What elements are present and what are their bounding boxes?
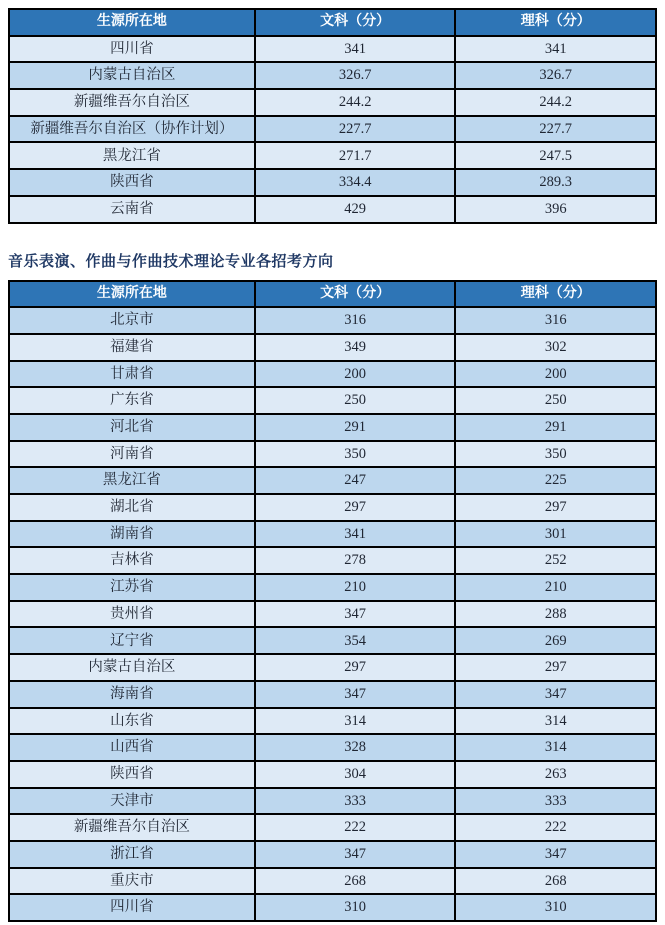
cell-science-score: 316 bbox=[455, 307, 656, 334]
cell-province: 河南省 bbox=[9, 441, 255, 468]
cell-arts-score: 271.7 bbox=[255, 142, 456, 169]
cell-arts-score: 349 bbox=[255, 334, 456, 361]
cell-science-score: 326.7 bbox=[455, 62, 656, 89]
table-row bbox=[9, 788, 656, 815]
section-heading: 音乐表演、作曲与作曲技术理论专业各招考方向 bbox=[8, 252, 334, 270]
column-header-province: 生源所在地 bbox=[9, 281, 255, 308]
column-header-arts-score: 文科（分） bbox=[255, 9, 456, 36]
cell-arts-score: 200 bbox=[255, 361, 456, 388]
cell-science-score: 269 bbox=[455, 627, 656, 654]
cell-province: 四川省 bbox=[9, 36, 255, 63]
cell-province: 辽宁省 bbox=[9, 627, 255, 654]
table-row bbox=[9, 142, 656, 169]
table-row bbox=[9, 574, 656, 601]
table-row bbox=[9, 547, 656, 574]
cell-arts-score: 310 bbox=[255, 894, 456, 921]
cell-science-score: 263 bbox=[455, 761, 656, 788]
cell-science-score: 396 bbox=[455, 196, 656, 223]
cell-arts-score: 210 bbox=[255, 574, 456, 601]
table-row bbox=[9, 169, 656, 196]
cell-arts-score: 354 bbox=[255, 627, 456, 654]
cell-science-score: 247.5 bbox=[455, 142, 656, 169]
table-row bbox=[9, 521, 656, 548]
cell-arts-score: 297 bbox=[255, 494, 456, 521]
cell-science-score: 314 bbox=[455, 734, 656, 761]
cell-science-score: 333 bbox=[455, 788, 656, 815]
cell-province: 新疆维吾尔自治区（协作计划） bbox=[9, 116, 255, 143]
cell-science-score: 347 bbox=[455, 841, 656, 868]
table-row bbox=[9, 89, 656, 116]
cell-arts-score: 247 bbox=[255, 467, 456, 494]
cell-science-score: 301 bbox=[455, 521, 656, 548]
cell-science-score: 297 bbox=[455, 494, 656, 521]
cell-science-score: 302 bbox=[455, 334, 656, 361]
cell-science-score: 244.2 bbox=[455, 89, 656, 116]
cell-science-score: 210 bbox=[455, 574, 656, 601]
column-header-science-score: 理科（分） bbox=[455, 9, 656, 36]
cell-science-score: 289.3 bbox=[455, 169, 656, 196]
cell-province: 内蒙古自治区 bbox=[9, 654, 255, 681]
cell-arts-score: 347 bbox=[255, 681, 456, 708]
cell-province: 重庆市 bbox=[9, 868, 255, 895]
cell-science-score: 288 bbox=[455, 601, 656, 628]
column-header-arts-score: 文科（分） bbox=[255, 281, 456, 308]
cell-arts-score: 429 bbox=[255, 196, 456, 223]
cell-science-score: 200 bbox=[455, 361, 656, 388]
table-row bbox=[9, 467, 656, 494]
cell-science-score: 347 bbox=[455, 681, 656, 708]
cell-science-score: 227.7 bbox=[455, 116, 656, 143]
table-row bbox=[9, 116, 656, 143]
table-row bbox=[9, 894, 656, 921]
cell-arts-score: 316 bbox=[255, 307, 456, 334]
cell-arts-score: 341 bbox=[255, 36, 456, 63]
cell-province: 甘肃省 bbox=[9, 361, 255, 388]
cell-province: 北京市 bbox=[9, 307, 255, 334]
cell-arts-score: 341 bbox=[255, 521, 456, 548]
cell-science-score: 225 bbox=[455, 467, 656, 494]
table-row bbox=[9, 36, 656, 63]
cell-science-score: 268 bbox=[455, 868, 656, 895]
cell-province: 天津市 bbox=[9, 788, 255, 815]
cell-arts-score: 347 bbox=[255, 841, 456, 868]
cell-arts-score: 328 bbox=[255, 734, 456, 761]
cell-arts-score: 304 bbox=[255, 761, 456, 788]
cell-arts-score: 326.7 bbox=[255, 62, 456, 89]
table-row bbox=[9, 387, 656, 414]
cell-arts-score: 334.4 bbox=[255, 169, 456, 196]
cell-province: 内蒙古自治区 bbox=[9, 62, 255, 89]
cell-arts-score: 244.2 bbox=[255, 89, 456, 116]
table-row bbox=[9, 361, 656, 388]
cell-province: 新疆维吾尔自治区 bbox=[9, 814, 255, 841]
table-row bbox=[9, 494, 656, 521]
cell-science-score: 291 bbox=[455, 414, 656, 441]
cell-science-score: 252 bbox=[455, 547, 656, 574]
cell-arts-score: 297 bbox=[255, 654, 456, 681]
cell-arts-score: 250 bbox=[255, 387, 456, 414]
cell-province: 山东省 bbox=[9, 708, 255, 735]
cell-arts-score: 222 bbox=[255, 814, 456, 841]
cell-arts-score: 227.7 bbox=[255, 116, 456, 143]
cell-science-score: 341 bbox=[455, 36, 656, 63]
cell-province: 贵州省 bbox=[9, 601, 255, 628]
cell-province: 湖南省 bbox=[9, 521, 255, 548]
column-header-province: 生源所在地 bbox=[9, 9, 255, 36]
cell-province: 浙江省 bbox=[9, 841, 255, 868]
cell-province: 四川省 bbox=[9, 894, 255, 921]
table-row bbox=[9, 734, 656, 761]
cell-arts-score: 268 bbox=[255, 868, 456, 895]
cell-science-score: 350 bbox=[455, 441, 656, 468]
table-2-header-row bbox=[9, 281, 656, 308]
table-row bbox=[9, 627, 656, 654]
table-row bbox=[9, 62, 656, 89]
table-row bbox=[9, 654, 656, 681]
cell-province: 山西省 bbox=[9, 734, 255, 761]
cell-province: 福建省 bbox=[9, 334, 255, 361]
cell-arts-score: 333 bbox=[255, 788, 456, 815]
cell-arts-score: 347 bbox=[255, 601, 456, 628]
cell-science-score: 250 bbox=[455, 387, 656, 414]
table-row bbox=[9, 681, 656, 708]
table-row bbox=[9, 761, 656, 788]
cell-arts-score: 350 bbox=[255, 441, 456, 468]
cell-province: 新疆维吾尔自治区 bbox=[9, 89, 255, 116]
cell-province: 陕西省 bbox=[9, 169, 255, 196]
cell-arts-score: 278 bbox=[255, 547, 456, 574]
table-row bbox=[9, 414, 656, 441]
cell-arts-score: 314 bbox=[255, 708, 456, 735]
cell-science-score: 310 bbox=[455, 894, 656, 921]
cell-science-score: 297 bbox=[455, 654, 656, 681]
table-row bbox=[9, 196, 656, 223]
admission-scores-table-2 bbox=[8, 280, 657, 923]
cell-province: 广东省 bbox=[9, 387, 255, 414]
cell-province: 海南省 bbox=[9, 681, 255, 708]
admission-scores-table-1 bbox=[8, 8, 657, 224]
cell-province: 吉林省 bbox=[9, 547, 255, 574]
cell-province: 黑龙江省 bbox=[9, 467, 255, 494]
cell-province: 黑龙江省 bbox=[9, 142, 255, 169]
cell-province: 湖北省 bbox=[9, 494, 255, 521]
table-row bbox=[9, 841, 656, 868]
table-row bbox=[9, 708, 656, 735]
cell-province: 云南省 bbox=[9, 196, 255, 223]
table-row bbox=[9, 441, 656, 468]
table-row bbox=[9, 868, 656, 895]
cell-science-score: 222 bbox=[455, 814, 656, 841]
table-1-header-row bbox=[9, 9, 656, 36]
cell-province: 陕西省 bbox=[9, 761, 255, 788]
cell-province: 河北省 bbox=[9, 414, 255, 441]
cell-science-score: 314 bbox=[455, 708, 656, 735]
cell-arts-score: 291 bbox=[255, 414, 456, 441]
cell-province: 江苏省 bbox=[9, 574, 255, 601]
table-row bbox=[9, 307, 656, 334]
column-header-science-score: 理科（分） bbox=[455, 281, 656, 308]
table-row bbox=[9, 334, 656, 361]
table-row bbox=[9, 814, 656, 841]
table-row bbox=[9, 601, 656, 628]
